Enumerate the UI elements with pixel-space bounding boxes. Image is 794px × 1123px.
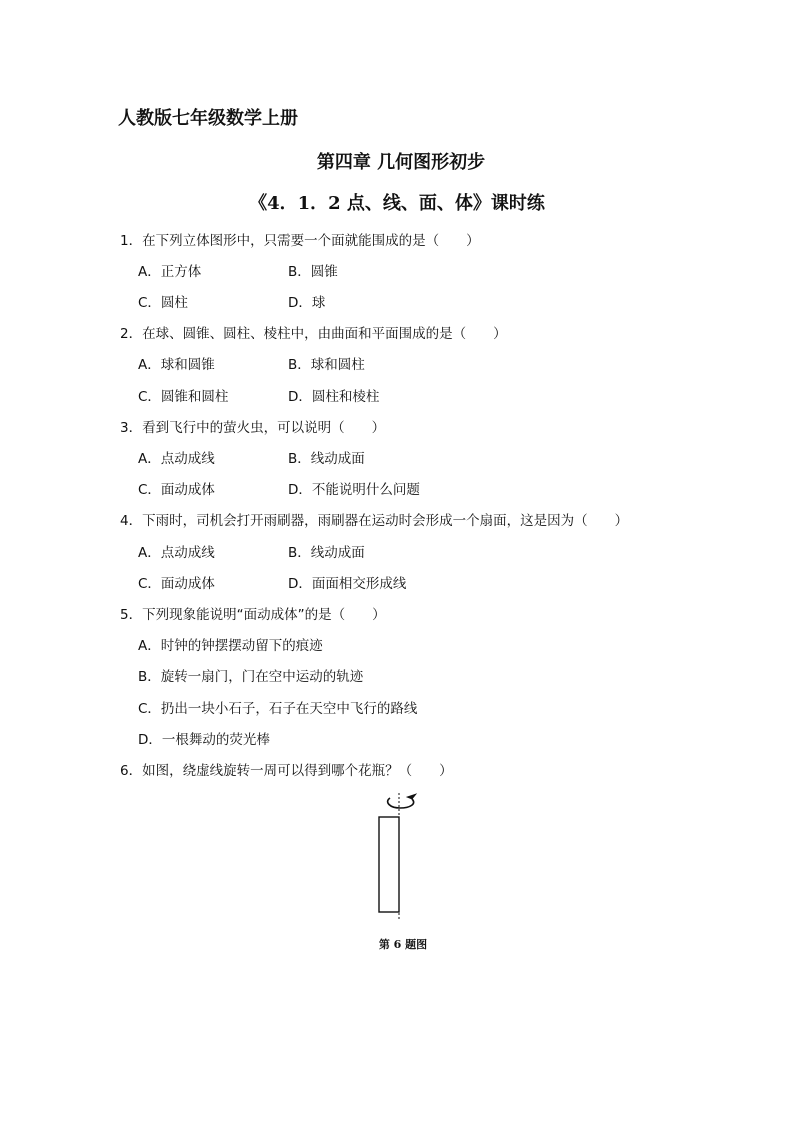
- question-4-option-b: B．线动成面: [288, 545, 365, 561]
- lesson-title: [0, 189, 794, 215]
- figure-caption-text: 第 6 题图: [378, 938, 428, 951]
- question-1-stem: 1．在下列立体图形中，只需要一个面就能围成的是（ ）: [120, 233, 480, 249]
- rotation-arrow-icon: [388, 798, 414, 808]
- question-3-option-c: C．面动成体: [138, 482, 215, 498]
- question-2-option-b: B．球和圆柱: [288, 357, 365, 373]
- question-3-option-a: A．点动成线: [138, 451, 215, 467]
- question-1-option-b: B．圆锥: [288, 264, 338, 280]
- rectangle-shape: [379, 817, 399, 912]
- question-4-stem: 4．下雨时，司机会打开雨刷器，雨刷器在运动时会形成一个扇面，这是因为（ ）: [120, 513, 629, 529]
- question-2-option-c: C．圆锥和圆柱: [138, 389, 229, 405]
- question-2-option-d: D．圆柱和棱柱: [288, 389, 380, 405]
- question-1-option-d: D．球: [288, 295, 326, 311]
- question-3-stem: 3．看到飞行中的萤火虫，可以说明（ ）: [120, 420, 386, 436]
- rotation-arrowhead-icon: [407, 794, 416, 799]
- question-6-stem: 6．如图，绕虚线旋转一周可以得到哪个花瓶？（ ）: [120, 763, 453, 779]
- rotation-figure: [360, 788, 430, 928]
- question-5-stem: 5．下列现象能说明“面动成体”的是（ ）: [120, 607, 386, 623]
- question-1-option-c: C．圆柱: [138, 295, 188, 311]
- question-2-option-a: A．球和圆锥: [138, 357, 215, 373]
- question-5-option-d: D．一根舞动的荧光棒: [138, 732, 270, 748]
- question-4-option-a: A．点动成线: [138, 545, 215, 561]
- question-4-option-c: C．面动成体: [138, 576, 215, 592]
- question-5-option-b: B．旋转一扇门，门在空中运动的轨迹: [138, 669, 364, 685]
- chapter-title-text: 第四章 几何图形初步: [316, 152, 486, 173]
- question-2-stem: 2．在球、圆锥、圆柱、棱柱中，由曲面和平面围成的是（ ）: [120, 326, 507, 342]
- question-1-option-a: A．正方体: [138, 264, 202, 280]
- question-3-option-b: B．线动成面: [288, 451, 365, 467]
- question-5-option-a: A．时钟的钟摆摆动留下的痕迹: [138, 638, 323, 654]
- figure-caption: [0, 936, 794, 952]
- question-4-option-d: D．面面相交形成线: [288, 576, 407, 592]
- question-5-option-c: C．扔出一块小石子，石子在天空中飞行的路线: [138, 701, 418, 717]
- question-3-option-d: D．不能说明什么问题: [288, 482, 420, 498]
- lesson-title-text: 《4．1．2 点、线、面、体》课时练: [249, 193, 545, 214]
- chapter-title: [0, 148, 794, 174]
- book-title: 人教版七年级数学上册: [118, 108, 298, 129]
